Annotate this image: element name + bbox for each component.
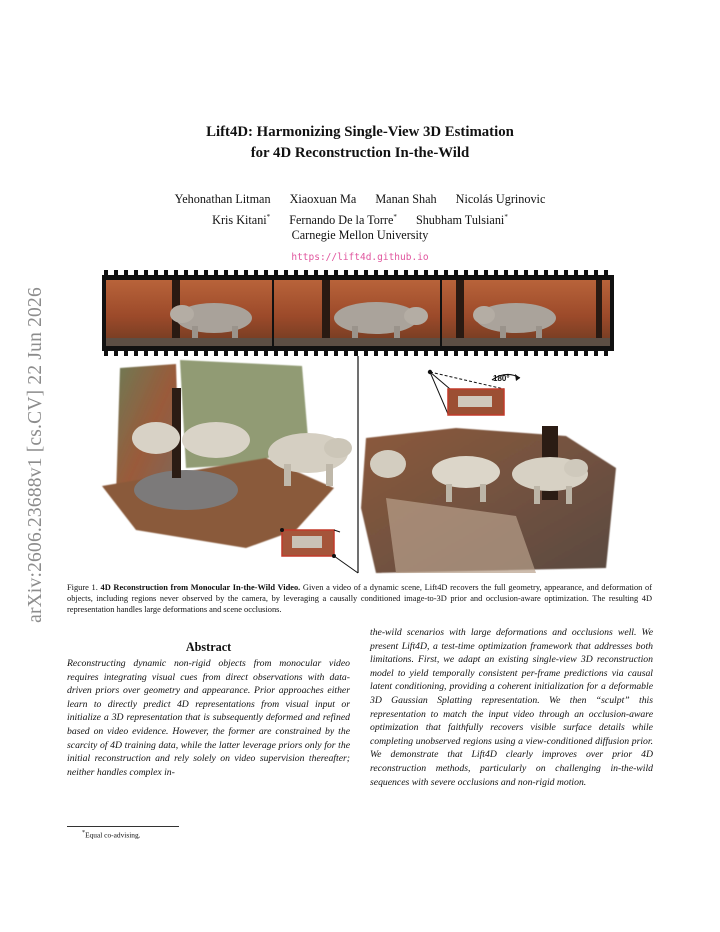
video-film-strip (102, 270, 614, 356)
author-row-1 (0, 190, 720, 208)
co-advising-mark: * (393, 213, 397, 221)
title-line-1: Lift4D: Harmonizing Single-View 3D Estimation (206, 124, 514, 140)
caption-label: Figure 1. (67, 583, 98, 592)
footnote-text: Equal co-advising. (85, 830, 141, 840)
caption-heading: 4D Reconstruction from Monocular In-the-Wild Video. (100, 583, 301, 592)
footnote-rule (67, 826, 179, 827)
figure-caption (67, 582, 652, 616)
author-name: Manan Shah (375, 192, 437, 206)
teaser-figure (96, 268, 626, 578)
rotation-angle-label: 180° (493, 374, 510, 383)
video-frame-1 (106, 280, 272, 346)
left-reconstruction-view (102, 360, 358, 573)
arxiv-identifier-text: arXiv:2606.23688v1 [cs.CV] 22 Jun 2026 (25, 286, 46, 623)
abstract-column-left: Reconstructing dynamic non-rigid objects from monocular video requires integrating visual cues from direct observations with data-driven priors over geometry and appearance. Prior approaches either learn to directly predict 4D representations from visual input or initialize a 3D representation that is subsequently deformed and refined based on video evidence. However, the former are constrained by the scarcity of 4D training data, while the latter leverage priors only for the initial reconstruction and rely solely on video supervision thereafter; neither handles complex in- (67, 658, 350, 778)
input-view-thumbnail (280, 528, 358, 573)
video-frame-3 (442, 280, 610, 346)
footnote-mark: * (82, 830, 86, 836)
author-name: Yehonathan Litman (174, 192, 271, 206)
author-name: Fernando De la Torre* (289, 213, 397, 228)
caption-body: Given a video of a dynamic scene, Lift4D recovers the full geometry, appearance, and deformation of objects, including regions never observed by the camera, by leveraging a causally conditioned image-to-3D prior and occlusion-aware optimization. The resulting 4D representation handles large deformations and scene occlusions. (67, 583, 653, 615)
author-name: Shubham Tulsiani* (415, 213, 508, 228)
project-url-link[interactable]: https://lift4d.github.io (291, 252, 429, 263)
author-name: Nicolás Ugrinovic (455, 192, 546, 206)
video-frame-2 (274, 280, 440, 346)
author-list (0, 190, 720, 229)
paper-title (0, 122, 720, 164)
title-line-2: for 4D Reconstruction In-the-Wild (250, 145, 470, 161)
affiliation: Carnegie Mellon University (291, 228, 429, 242)
novel-view-thumbnail (428, 370, 520, 415)
co-advising-mark: * (504, 213, 508, 221)
author-name: Kris Kitani* (212, 213, 271, 228)
right-reconstruction-view (361, 370, 616, 573)
co-advising-mark: * (266, 213, 271, 221)
footnote (82, 830, 141, 839)
abstract-column-right: the-wild scenarios with large deformations and occlusions well. We present Lift4D, a test-time optimization framework that addresses both limitations. First, we adapt an existing single-view 3D reconstruction model to yield temporally consistent per-frame predictions via causal latent conditioning, providing a coherent initialization for a deformable 3D Gaussian Splatting representation. We then “sculpt” this representation to match the input video through an occlusion-aware optimization that faithfully recovers visible surface details while completing unobserved regions using a view-conditioned diffusion prior. We demonstrate that Lift4D clearly improves over prior 4D reconstruction methods, particularly on challenging in-the-wild sequences with severe occlusions and non-rigid motion. (370, 627, 653, 788)
author-name: Xiaoxuan Ma (289, 192, 357, 206)
author-row-2 (0, 208, 720, 229)
abstract-heading: Abstract (185, 640, 232, 654)
arxiv-identifier-stamp (18, 262, 54, 647)
